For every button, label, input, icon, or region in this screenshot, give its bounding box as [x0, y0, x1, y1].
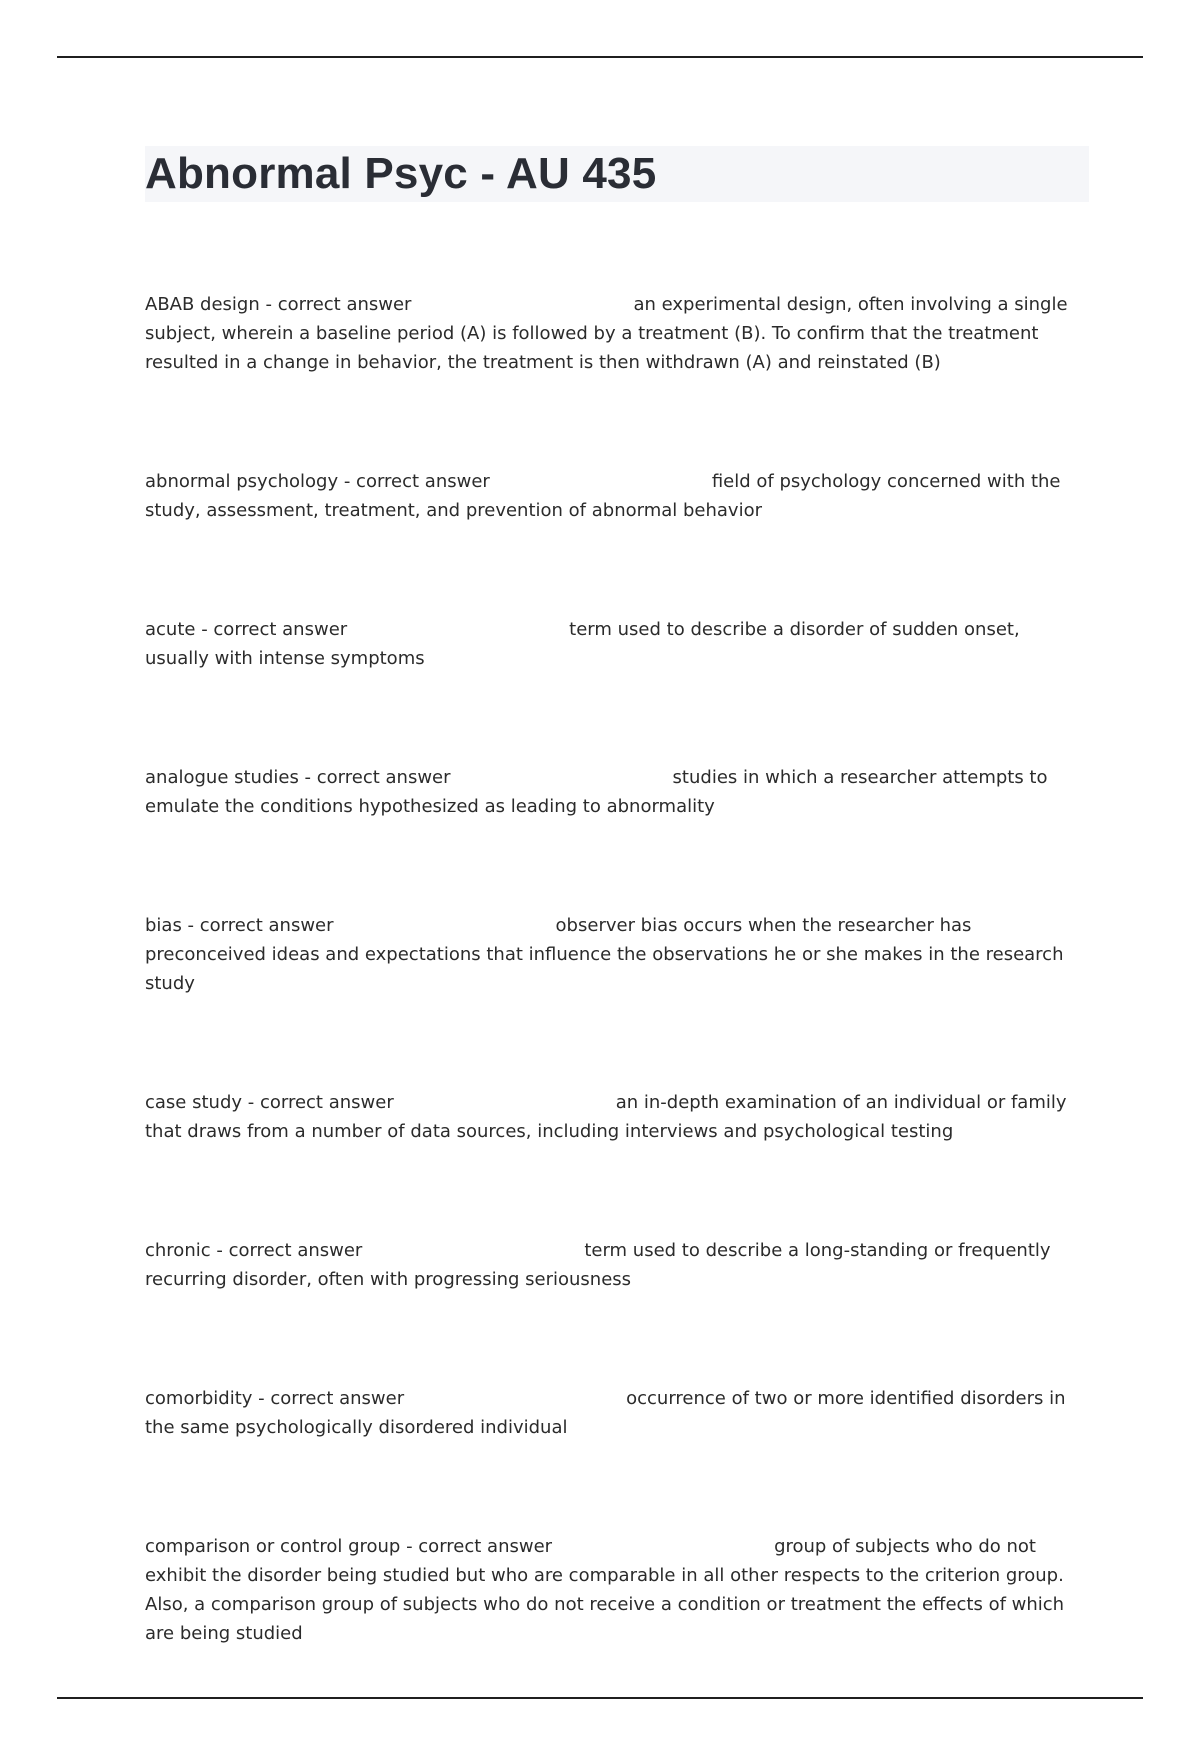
entry-definition: group of subjects who do not exhibit the disorder being studied but who are comparable in all other respects to the criterion group. Also, a comparison group of subjects who do not receive a condition or treatment the effects of which are being studied	[145, 1536, 1065, 1644]
entry-term: case study - correct answer	[145, 1092, 394, 1113]
flashcard-list	[145, 290, 1075, 1738]
flashcard-entry	[145, 467, 1075, 525]
top-divider	[57, 56, 1143, 58]
entry-term: chronic - correct answer	[145, 1240, 363, 1261]
entry-term: abnormal psychology - correct answer	[145, 471, 490, 492]
entry-term: comparison or control group - correct answer	[145, 1536, 553, 1557]
flashcard-entry	[145, 290, 1075, 377]
entry-definition: studies in which a researcher attempts to emulate the conditions hypothesized as leading to abnormality	[145, 767, 1048, 817]
entry-definition: an in-depth examination of an individual or family that draws from a number of data sources, including interviews and psychological testing	[145, 1092, 1067, 1142]
entry-definition: term used to describe a long-standing or frequently recurring disorder, often with progressing seriousness	[145, 1240, 1051, 1290]
flashcard-entry	[145, 1088, 1075, 1146]
page-title: Abnormal Psyc - AU 435	[145, 149, 657, 198]
flashcard-entry	[145, 1384, 1075, 1442]
flashcard-entry	[145, 1236, 1075, 1294]
entry-term: analogue studies - correct answer	[145, 767, 451, 788]
flashcard-entry	[145, 1532, 1075, 1648]
entry-term: comorbidity - correct answer	[145, 1388, 405, 1409]
bottom-divider	[57, 1697, 1143, 1699]
flashcard-entry	[145, 763, 1075, 821]
entry-definition: field of psychology concerned with the study, assessment, treatment, and prevention of abnormal behavior	[145, 471, 1061, 521]
entry-term: acute - correct answer	[145, 619, 348, 640]
entry-definition: occurrence of two or more identified disorders in the same psychologically disordered individual	[145, 1388, 1066, 1438]
flashcard-entry	[145, 615, 1075, 673]
entry-definition: an experimental design, often involving a single subject, wherein a baseline period (A) is followed by a treatment (B). To confirm that the treatment resulted in a change in behavior, the treatment is then withdrawn (A) and reinstated (B)	[145, 294, 1068, 373]
entry-definition: observer bias occurs when the researcher has preconceived ideas and expectations that influence the observations he or she makes in the research study	[145, 915, 1064, 994]
entry-term: ABAB design - correct answer	[145, 294, 412, 315]
entry-definition: term used to describe a disorder of sudden onset, usually with intense symptoms	[145, 619, 1020, 669]
entry-term: bias - correct answer	[145, 915, 334, 936]
flashcard-entry	[145, 911, 1075, 998]
